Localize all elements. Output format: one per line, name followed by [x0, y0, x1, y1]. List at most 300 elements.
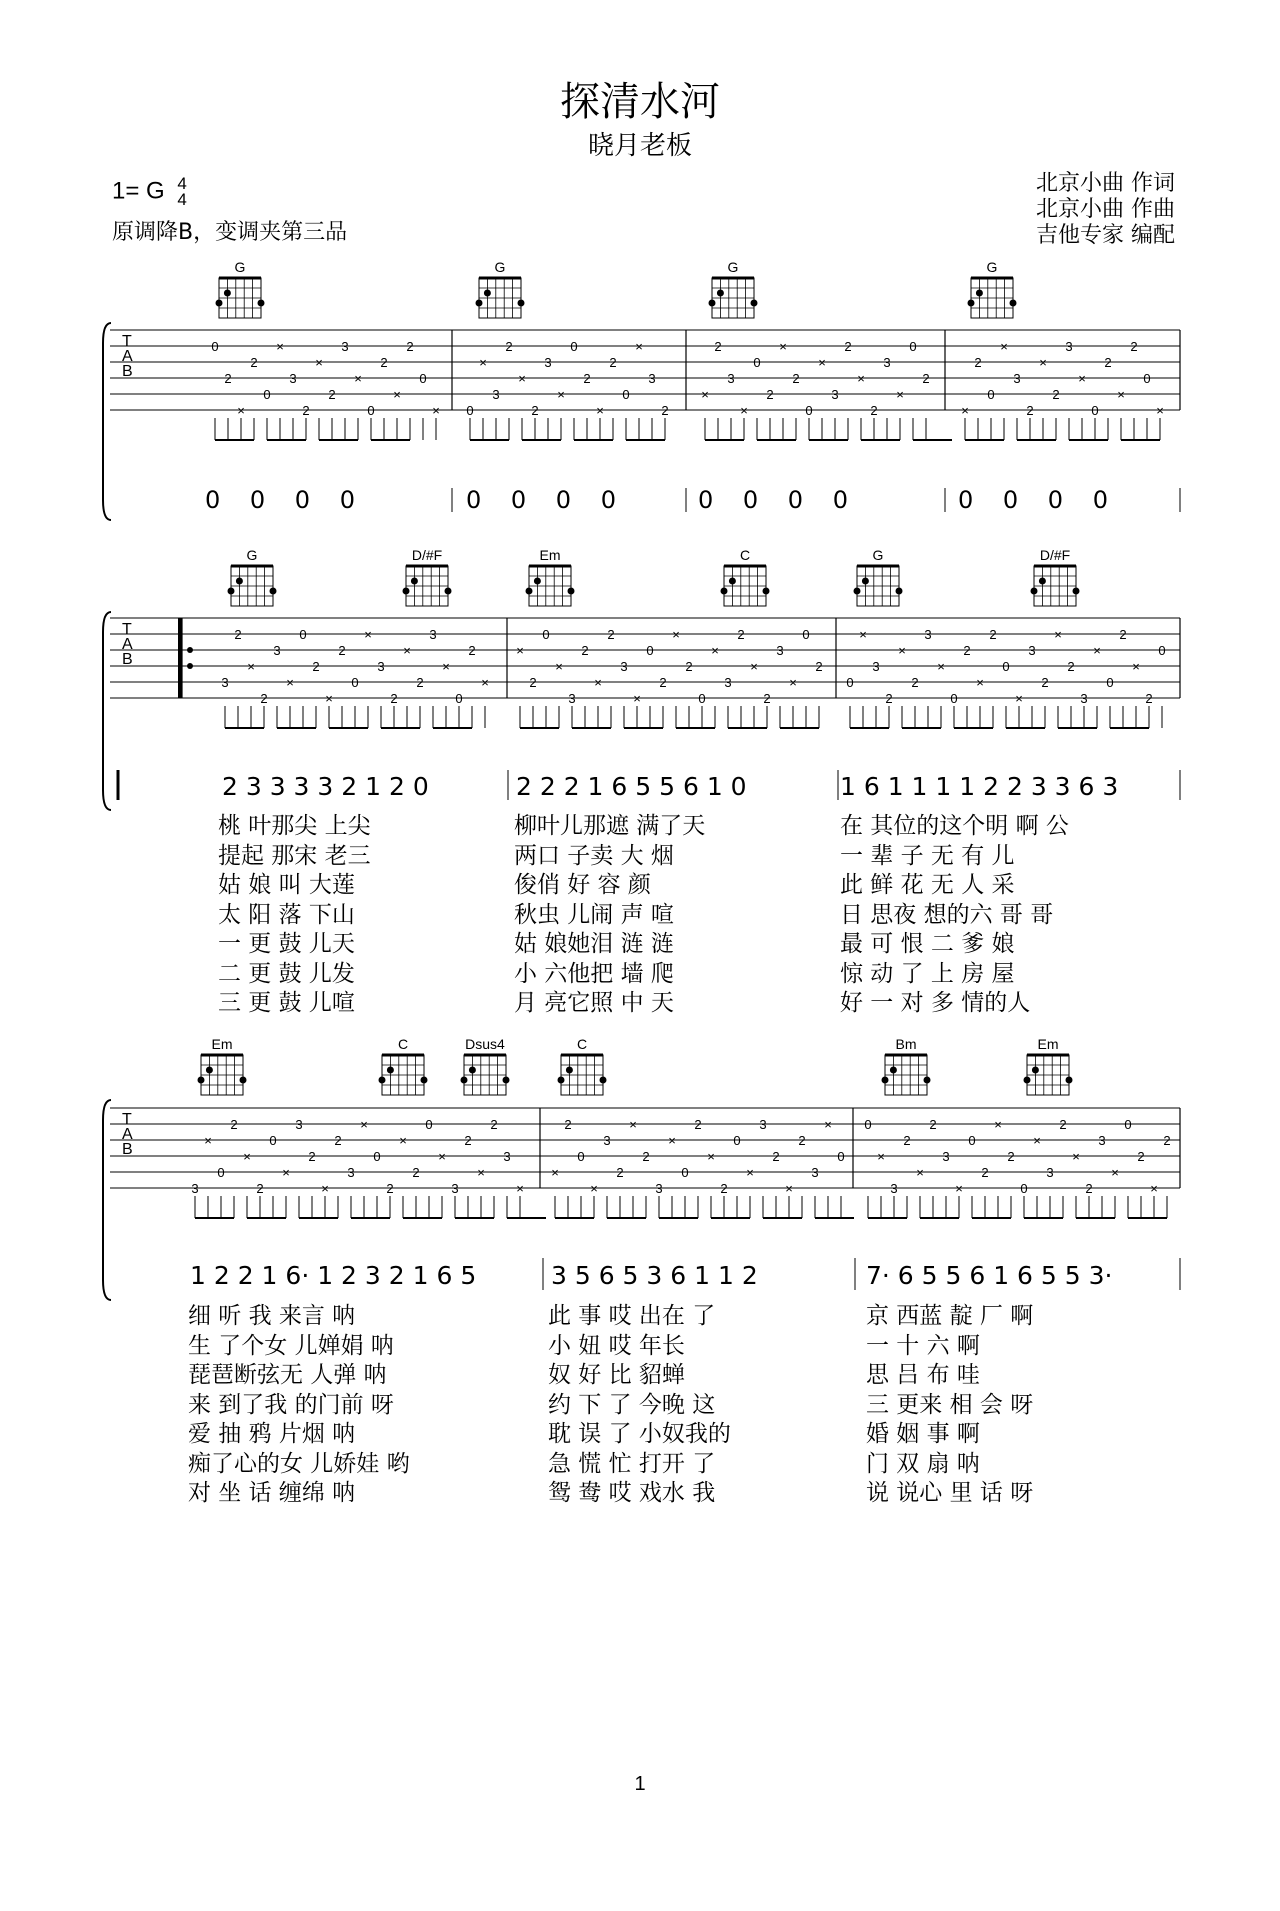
m4-fret-number: 2 — [1104, 355, 1112, 370]
m1-fret-number: 0 — [211, 339, 219, 354]
numbered-measure: 1 6 1 1 1 1 2 2 3 3 6 3 — [840, 772, 1119, 801]
m2-fret-number: 2 — [583, 371, 591, 386]
m5-fret-number: 3 — [429, 627, 437, 642]
chord-diagram-Dsus4 — [461, 1036, 510, 1095]
lyric-line: 一 辈 子 无 有 儿 — [840, 842, 1015, 869]
lyric-line: 月 亮它照 中 天 — [514, 990, 674, 1016]
lyric-line: 生 了个女 儿婵娟 呐 — [188, 1332, 394, 1359]
m2-fret-number: × — [518, 371, 526, 386]
m5-fret-number: × — [403, 643, 411, 658]
m9-fret-number: × — [668, 1133, 676, 1148]
lyric-line: 一 十 六 啊 — [866, 1332, 980, 1359]
m3-fret-number: 2 — [844, 339, 852, 354]
m4-fret-number: 2 — [974, 355, 982, 370]
numbered-measure: 0 0 0 0 — [958, 486, 1108, 514]
chord-finger-dot — [1024, 1077, 1031, 1084]
system-brace — [103, 323, 111, 520]
m4-fret-number: 3 — [1065, 339, 1073, 354]
chord-diagram-G — [854, 547, 903, 606]
m1-fret-number: 2 — [328, 387, 336, 402]
chord-finger-dot — [717, 290, 724, 297]
tab-clef-letter: T — [122, 621, 132, 638]
lyric-line: 京 西蓝 靛 厂 啊 — [866, 1303, 1034, 1329]
m3-fret-number: 3 — [727, 371, 735, 386]
repeat-dot — [187, 663, 193, 669]
lyric-line: 提起 那宋 老三 — [218, 842, 371, 869]
m10-fret-number: × — [1111, 1165, 1119, 1180]
m7-fret-number: × — [1054, 627, 1062, 642]
tab-clef-letter: T — [122, 333, 132, 350]
chord-finger-dot — [224, 290, 231, 297]
m9-fret-number: 3 — [655, 1181, 663, 1196]
lyric-line: 急 慌 忙 打开 了 — [548, 1450, 716, 1477]
m3-fret-number: × — [818, 355, 826, 370]
chord-name: G — [872, 547, 884, 563]
m7-fret-number: 0 — [1002, 659, 1010, 674]
chord-finger-dot — [568, 588, 575, 595]
lyric-line: 耽 误 了 小奴我的 — [548, 1421, 731, 1447]
chord-diagram-G — [216, 259, 265, 318]
chord-finger-dot — [526, 588, 533, 595]
m7-fret-number: × — [859, 627, 867, 642]
m6-fret-number: 2 — [659, 675, 667, 690]
m3-fret-number: × — [740, 403, 748, 418]
m5-fret-number: 0 — [455, 691, 463, 706]
m7-fret-number: 2 — [1067, 659, 1075, 674]
m5-fret-number: 2 — [312, 659, 320, 674]
chord-finger-dot — [566, 1067, 573, 1074]
m6-fret-number: × — [594, 675, 602, 690]
chord-finger-dot — [751, 300, 758, 307]
lyric-line: 姑 娘她泪 涟 涟 — [514, 931, 674, 957]
m6-fret-number: × — [555, 659, 563, 674]
chord-finger-dot — [896, 588, 903, 595]
tab-clef-letter: A — [122, 636, 133, 653]
chord-finger-dot — [258, 300, 265, 307]
m4-fret-number: 0 — [987, 387, 995, 402]
lyric-line: 鸳 鸯 哎 戏水 我 — [548, 1480, 716, 1506]
tab-clef-letter: T — [122, 1111, 132, 1128]
m1-fret-number: 2 — [302, 403, 310, 418]
system-brace — [103, 1100, 111, 1300]
numbered-measure: 3 5 6 5 3 6 1 1 2 — [551, 1261, 758, 1290]
m8-fret-number: 3 — [347, 1165, 355, 1180]
m7-fret-number: × — [937, 659, 945, 674]
chord-name: C — [397, 1036, 409, 1052]
chord-finger-dot — [1073, 588, 1080, 595]
chord-name: Bm — [895, 1036, 917, 1052]
lyric-line: 琵琶断弦无 人弹 呐 — [188, 1362, 387, 1388]
m8-fret-number: × — [243, 1149, 251, 1164]
chord-name: G — [986, 259, 998, 275]
numbered-measure: 1 2 2 1 6· 1 2 3 2 1 6 5 — [190, 1261, 477, 1290]
m8-fret-number: 2 — [230, 1117, 238, 1132]
chord-name: G — [727, 259, 739, 275]
time-sig-top: 4 — [177, 174, 187, 193]
m2-fret-number: 2 — [661, 403, 669, 418]
chord-name: Em — [539, 547, 561, 563]
m8-fret-number: × — [477, 1165, 485, 1180]
m7-fret-number: 0 — [1106, 675, 1114, 690]
chord-diagram-Em — [526, 547, 575, 606]
lyric-line: 两口 子卖 大 烟 — [514, 842, 674, 869]
chord-finger-dot — [558, 1077, 565, 1084]
m7-fret-number: 2 — [1041, 675, 1049, 690]
m9-fret-number: × — [590, 1181, 598, 1196]
tab-clef-letter: B — [122, 363, 133, 380]
chord-finger-dot — [240, 1077, 247, 1084]
m9-fret-number: × — [707, 1149, 715, 1164]
m9-fret-number: × — [629, 1117, 637, 1132]
m9-fret-number: 3 — [603, 1133, 611, 1148]
m6-fret-number: 0 — [698, 691, 706, 706]
chord-diagram-G — [968, 259, 1017, 318]
m6-fret-number: 2 — [763, 691, 771, 706]
m8-fret-number: 3 — [503, 1149, 511, 1164]
m8-fret-number: × — [321, 1181, 329, 1196]
chord-finger-dot — [206, 1067, 213, 1074]
chord-diagram-G — [228, 547, 277, 606]
m5-fret-number: 0 — [299, 627, 307, 642]
m2-fret-number: 2 — [609, 355, 617, 370]
m5-fret-number: × — [364, 627, 372, 642]
m6-fret-number: × — [789, 675, 797, 690]
lyric-line: 三 更来 相 会 呀 — [866, 1391, 1034, 1418]
numbered-measure: 0 0 0 0 — [466, 486, 616, 514]
chord-finger-dot — [729, 578, 736, 585]
m10-fret-number: 2 — [903, 1133, 911, 1148]
m4-fret-number: 2 — [1026, 403, 1034, 418]
m6-fret-number: × — [672, 627, 680, 642]
m7-fret-number: 0 — [1158, 643, 1166, 658]
m3-fret-number: 2 — [714, 339, 722, 354]
m2-fret-number: × — [557, 387, 565, 402]
m10-fret-number: 2 — [1085, 1181, 1093, 1196]
lyric-line: 约 下 了 今晚 这 — [548, 1391, 716, 1418]
chord-finger-dot — [228, 588, 235, 595]
m10-fret-number: × — [1072, 1149, 1080, 1164]
m8-fret-number: 2 — [464, 1133, 472, 1148]
chord-name: G — [234, 259, 246, 275]
numbered-measure: 7· 6 5 5 6 1 6 5 5 3· — [866, 1261, 1113, 1290]
chord-finger-dot — [862, 578, 869, 585]
m8-fret-number: 2 — [256, 1181, 264, 1196]
m1-fret-number: × — [354, 371, 362, 386]
chord-finger-dot — [854, 588, 861, 595]
chord-finger-dot — [236, 578, 243, 585]
chord-finger-dot — [387, 1067, 394, 1074]
m2-fret-number: × — [635, 339, 643, 354]
m8-fret-number: 2 — [490, 1117, 498, 1132]
m10-fret-number: 2 — [981, 1165, 989, 1180]
m2-fret-number: 0 — [570, 339, 578, 354]
m3-fret-number: 0 — [909, 339, 917, 354]
m6-fret-number: × — [711, 643, 719, 658]
m6-fret-number: 3 — [620, 659, 628, 674]
m4-fret-number: 3 — [1013, 371, 1021, 386]
m9-fret-number: × — [824, 1117, 832, 1132]
m5-fret-number: × — [325, 691, 333, 706]
m7-fret-number: × — [976, 675, 984, 690]
m5-fret-number: 2 — [390, 691, 398, 706]
m5-fret-number: × — [247, 659, 255, 674]
chord-finger-dot — [1039, 578, 1046, 585]
m5-fret-number: 2 — [468, 643, 476, 658]
chord-finger-dot — [198, 1077, 205, 1084]
m4-fret-number: 0 — [1143, 371, 1151, 386]
lyric-line: 小 六他把 墙 爬 — [514, 960, 674, 987]
m4-fret-number: × — [1078, 371, 1086, 386]
m1-fret-number: 3 — [289, 371, 297, 386]
lyric-line: 桃 叶那尖 上尖 — [218, 813, 371, 839]
m5-fret-number: 2 — [416, 675, 424, 690]
m2-fret-number: 3 — [648, 371, 656, 386]
m6-fret-number: 2 — [815, 659, 823, 674]
lyric-line: 思 吕 布 哇 — [866, 1362, 980, 1388]
m9-fret-number: 2 — [564, 1117, 572, 1132]
lyric-line: 最 可 恨 二 爹 娘 — [840, 931, 1015, 957]
chord-name: G — [246, 547, 258, 563]
key-label: 1= G — [112, 177, 165, 205]
m1-fret-number: 3 — [341, 339, 349, 354]
m10-fret-number: 3 — [1046, 1165, 1054, 1180]
m3-fret-number: 0 — [805, 403, 813, 418]
lyric-line: 奴 好 比 貂蝉 — [548, 1362, 685, 1388]
m4-fret-number: × — [1156, 403, 1164, 418]
lyric-line: 此 事 哎 出在 了 — [548, 1303, 716, 1329]
tab-clef-letter: A — [122, 348, 133, 365]
m4-fret-number: × — [1039, 355, 1047, 370]
m1-fret-number: 2 — [406, 339, 414, 354]
m1-fret-number: × — [276, 339, 284, 354]
lyric-line: 一 更 鼓 儿天 — [218, 931, 355, 957]
song-title: 探清水河 — [560, 79, 720, 125]
m10-fret-number: 2 — [1163, 1133, 1171, 1148]
m3-fret-number: × — [779, 339, 787, 354]
m6-fret-number: 3 — [724, 675, 732, 690]
m9-fret-number: 0 — [837, 1149, 845, 1164]
m6-fret-number: 2 — [607, 627, 615, 642]
m4-fret-number: × — [1117, 387, 1125, 402]
time-sig-bottom: 4 — [177, 190, 187, 209]
chord-name: Em — [211, 1036, 233, 1052]
m7-fret-number: × — [898, 643, 906, 658]
m9-fret-number: × — [746, 1165, 754, 1180]
chord-finger-dot — [518, 300, 525, 307]
m10-fret-number: 2 — [1007, 1149, 1015, 1164]
m1-fret-number: 0 — [263, 387, 271, 402]
m4-fret-number: 0 — [1091, 403, 1099, 418]
m6-fret-number: 0 — [646, 643, 654, 658]
lyric-line: 婚 姻 事 啊 — [866, 1421, 980, 1447]
m8-fret-number: 2 — [386, 1181, 394, 1196]
m5-fret-number: 3 — [377, 659, 385, 674]
m8-fret-number: 3 — [295, 1117, 303, 1132]
m3-fret-number: 0 — [753, 355, 761, 370]
m1-fret-number: × — [315, 355, 323, 370]
lyric-line: 秋虫 儿闹 声 喧 — [514, 901, 674, 928]
chord-name: D/#F — [411, 547, 443, 563]
m8-fret-number: × — [204, 1133, 212, 1148]
chord-name: Dsus4 — [465, 1036, 505, 1052]
m10-fret-number: × — [916, 1165, 924, 1180]
m9-fret-number: × — [551, 1165, 559, 1180]
m5-fret-number: × — [442, 659, 450, 674]
chord-finger-dot — [503, 1077, 510, 1084]
m8-fret-number: × — [516, 1181, 524, 1196]
chord-finger-dot — [600, 1077, 607, 1084]
m10-fret-number: × — [1150, 1181, 1158, 1196]
m10-fret-number: × — [994, 1117, 1002, 1132]
m6-fret-number: × — [633, 691, 641, 706]
chord-diagram-Bm — [882, 1036, 931, 1095]
m6-fret-number: 3 — [568, 691, 576, 706]
chord-finger-dot — [763, 588, 770, 595]
m10-fret-number: 3 — [942, 1149, 950, 1164]
lyric-line: 惊 动 了 上 房 屋 — [840, 960, 1015, 987]
m10-fret-number: × — [877, 1149, 885, 1164]
m10-fret-number: × — [1033, 1133, 1041, 1148]
m1-fret-number: 0 — [367, 403, 375, 418]
lyric-line: 俊俏 好 容 颜 — [514, 872, 651, 898]
m2-fret-number: 2 — [531, 403, 539, 418]
m7-fret-number: × — [1015, 691, 1023, 706]
chord-diagram-C — [721, 547, 770, 606]
numbered-measure: 0 0 0 0 — [698, 486, 848, 514]
m7-fret-number: 2 — [963, 643, 971, 658]
m6-fret-number: × — [516, 643, 524, 658]
m1-fret-number: × — [393, 387, 401, 402]
chord-finger-dot — [968, 300, 975, 307]
m6-fret-number: 0 — [542, 627, 550, 642]
lyric-line: 痴了心的女 儿娇娃 哟 — [188, 1450, 410, 1477]
m6-fret-number: 3 — [776, 643, 784, 658]
lyric-line: 好 一 对 多 情的人 — [840, 990, 1031, 1016]
m4-fret-number: 2 — [1130, 339, 1138, 354]
m3-fret-number: × — [896, 387, 904, 402]
page-number: 1 — [634, 1773, 646, 1795]
m8-fret-number: 2 — [308, 1149, 316, 1164]
m6-fret-number: 2 — [581, 643, 589, 658]
chord-name: C — [739, 547, 751, 563]
chord-diagram-G — [709, 259, 758, 318]
m10-fret-number: 2 — [929, 1117, 937, 1132]
m3-fret-number: × — [857, 371, 865, 386]
chord-finger-dot — [890, 1067, 897, 1074]
m8-fret-number: 0 — [217, 1165, 225, 1180]
lyric-line: 三 更 鼓 儿喧 — [218, 990, 355, 1016]
arranger-credit: 吉他专家 编配 — [1036, 223, 1175, 248]
m2-fret-number: 3 — [544, 355, 552, 370]
chord-finger-dot — [403, 588, 410, 595]
lyric-line: 小 妞 哎 年长 — [548, 1332, 685, 1359]
chord-finger-dot — [379, 1077, 386, 1084]
lyric-line: 在 其位的这个明 啊 公 — [840, 813, 1069, 839]
m5-fret-number: 3 — [221, 675, 229, 690]
m7-fret-number: 2 — [885, 691, 893, 706]
composer-credit: 北京小曲 作曲 — [1036, 197, 1175, 222]
chord-finger-dot — [469, 1067, 476, 1074]
lyric-line: 柳叶儿那遮 满了天 — [514, 813, 706, 839]
m7-fret-number: 3 — [872, 659, 880, 674]
m10-fret-number: 0 — [1124, 1117, 1132, 1132]
lyric-line: 姑 娘 叫 大莲 — [218, 872, 355, 898]
chord-name: Em — [1037, 1036, 1059, 1052]
lyric-line: 爱 抽 鸦 片烟 呐 — [188, 1421, 356, 1447]
m9-fret-number: 2 — [616, 1165, 624, 1180]
m8-fret-number: 2 — [412, 1165, 420, 1180]
numbered-measure: 0 0 0 0 — [205, 486, 355, 514]
m2-fret-number: 2 — [505, 339, 513, 354]
lyric-line: 细 听 我 来言 呐 — [188, 1303, 356, 1329]
m8-fret-number: × — [282, 1165, 290, 1180]
m5-fret-number: 0 — [351, 675, 359, 690]
m5-fret-number: 2 — [338, 643, 346, 658]
m6-fret-number: 0 — [802, 627, 810, 642]
m5-fret-number: × — [481, 675, 489, 690]
lyricist-credit: 北京小曲 作词 — [1036, 171, 1175, 196]
m3-fret-number: 2 — [922, 371, 930, 386]
m9-fret-number: 2 — [720, 1181, 728, 1196]
m5-fret-number: × — [286, 675, 294, 690]
m6-fret-number: × — [750, 659, 758, 674]
chord-finger-dot — [721, 588, 728, 595]
m8-fret-number: 3 — [191, 1181, 199, 1196]
m1-fret-number: 2 — [250, 355, 258, 370]
m9-fret-number: 2 — [694, 1117, 702, 1132]
chord-diagram-Em — [1024, 1036, 1073, 1095]
chord-finger-dot — [976, 290, 983, 297]
m7-fret-number: 3 — [1028, 643, 1036, 658]
chord-diagram-G — [476, 259, 525, 318]
m2-fret-number: × — [479, 355, 487, 370]
chord-finger-dot — [709, 300, 716, 307]
m9-fret-number: 2 — [642, 1149, 650, 1164]
m8-fret-number: × — [438, 1149, 446, 1164]
m5-fret-number: 2 — [260, 691, 268, 706]
m7-fret-number: × — [1132, 659, 1140, 674]
m7-fret-number: 3 — [924, 627, 932, 642]
chord-finger-dot — [534, 578, 541, 585]
tab-clef-letter: A — [122, 1126, 133, 1143]
m2-fret-number: 0 — [466, 403, 474, 418]
chord-finger-dot — [1066, 1077, 1073, 1084]
m5-fret-number: 3 — [273, 643, 281, 658]
m8-fret-number: 0 — [269, 1133, 277, 1148]
m1-fret-number: 2 — [380, 355, 388, 370]
chord-finger-dot — [216, 300, 223, 307]
m6-fret-number: 2 — [529, 675, 537, 690]
repeat-dot — [187, 647, 193, 653]
m4-fret-number: × — [1000, 339, 1008, 354]
m7-fret-number: 0 — [846, 675, 854, 690]
chord-finger-dot — [445, 588, 452, 595]
lyric-line: 说 说心 里 话 呀 — [866, 1480, 1034, 1506]
m9-fret-number: 2 — [772, 1149, 780, 1164]
m3-fret-number: × — [701, 387, 709, 402]
m7-fret-number: 2 — [989, 627, 997, 642]
m6-fret-number: 2 — [685, 659, 693, 674]
m10-fret-number: 3 — [890, 1181, 898, 1196]
chord-diagram-D-sharpF — [403, 547, 452, 606]
m7-fret-number: 3 — [1080, 691, 1088, 706]
tab-clef-letter: B — [122, 1141, 133, 1158]
m1-fret-number: 0 — [419, 371, 427, 386]
m9-fret-number: 0 — [577, 1149, 585, 1164]
chord-finger-dot — [1031, 588, 1038, 595]
m7-fret-number: 2 — [911, 675, 919, 690]
m9-fret-number: 3 — [811, 1165, 819, 1180]
